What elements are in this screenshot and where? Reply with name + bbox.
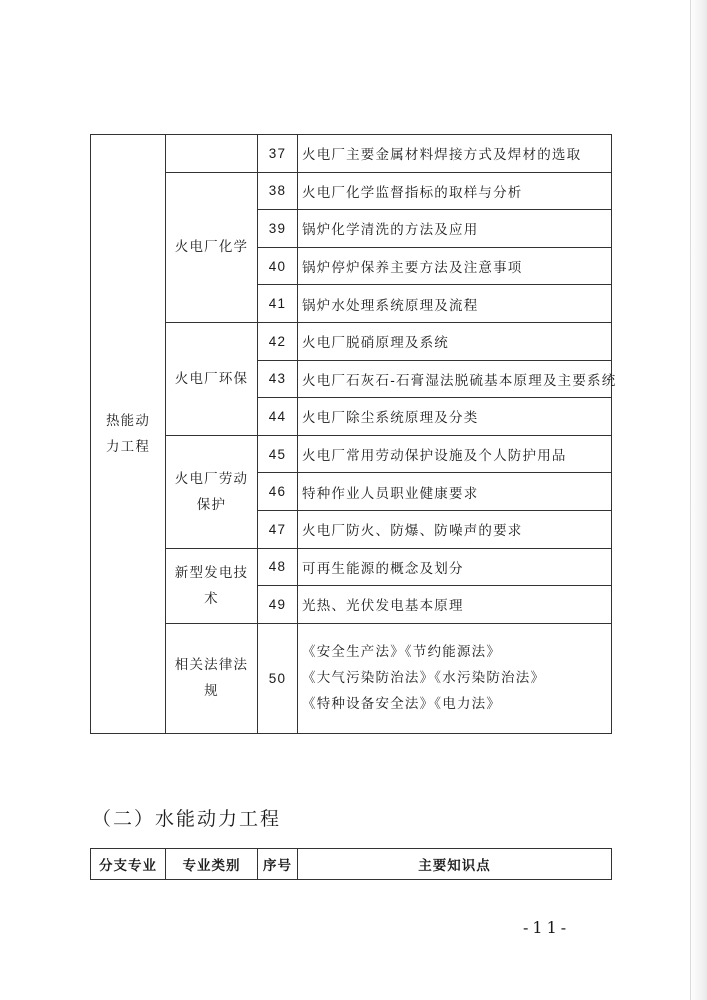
item-number: 40	[258, 247, 298, 285]
item-number: 43	[258, 360, 298, 398]
header-number: 序号	[258, 849, 298, 880]
category-cell-empty	[166, 135, 258, 173]
branch-label: 热能动力工程	[105, 412, 151, 455]
knowledge-point: 锅炉化学清洗的方法及应用	[298, 210, 612, 248]
knowledge-point: 锅炉停炉保养主要方法及注意事项	[298, 247, 612, 285]
item-number: 49	[258, 586, 298, 624]
next-table-header	[90, 848, 612, 880]
knowledge-point: 火电厂除尘系统原理及分类	[298, 398, 612, 436]
category-cell	[166, 172, 258, 322]
table-row	[91, 135, 612, 173]
header-row	[91, 849, 612, 880]
item-number: 47	[258, 510, 298, 548]
page-edge-shadow	[689, 0, 707, 1000]
knowledge-point: 火电厂化学监督指标的取样与分析	[298, 172, 612, 210]
category-label: 火电厂环保	[174, 370, 249, 387]
item-number: 46	[258, 473, 298, 511]
category-cell	[166, 435, 258, 548]
item-number: 38	[258, 172, 298, 210]
law-line: 《特种设备安全法》《电力法》	[302, 696, 502, 713]
page-number: -11-	[523, 918, 571, 937]
category-cell	[166, 623, 258, 733]
item-number: 39	[258, 210, 298, 248]
item-number: 41	[258, 285, 298, 323]
knowledge-point: 火电厂脱硝原理及系统	[298, 322, 612, 360]
item-number: 45	[258, 435, 298, 473]
item-number: 37	[258, 135, 298, 173]
category-label: 火电厂化学	[174, 239, 249, 256]
knowledge-points-table	[90, 134, 617, 734]
category-cell	[166, 322, 258, 435]
header-category: 专业类别	[166, 849, 258, 880]
item-number: 44	[258, 398, 298, 436]
law-line: 《安全生产法》《节约能源法》	[302, 644, 502, 661]
knowledge-point: 火电厂主要金属材料焊接方式及焊材的选取	[298, 135, 612, 173]
knowledge-point: 特种作业人员职业健康要求	[298, 473, 612, 511]
law-line: 《大气污染防治法》《水污染防治法》	[302, 670, 546, 687]
category-cell	[166, 548, 258, 623]
table-row	[91, 172, 612, 210]
branch-cell	[91, 135, 166, 734]
knowledge-point: 火电厂防火、防爆、防噪声的要求	[298, 510, 612, 548]
category-label: 新型发电技术	[174, 564, 249, 607]
knowledge-point: 光热、光伏发电基本原理	[298, 586, 612, 624]
section-title: （二）水能动力工程	[92, 808, 282, 830]
table-row	[91, 548, 612, 586]
item-number: 50	[258, 623, 298, 733]
category-label: 相关法律法规	[174, 657, 249, 700]
category-label: 火电厂劳动保护	[174, 470, 249, 513]
table-row	[91, 623, 612, 733]
knowledge-point-laws	[298, 623, 612, 733]
knowledge-point: 火电厂常用劳动保护设施及个人防护用品	[298, 435, 612, 473]
item-number: 42	[258, 322, 298, 360]
header-branch: 分支专业	[91, 849, 166, 880]
item-number: 48	[258, 548, 298, 586]
knowledge-point: 锅炉水处理系统原理及流程	[298, 285, 612, 323]
knowledge-point: 火电厂石灰石-石膏湿法脱硫基本原理及主要系统	[298, 360, 612, 398]
knowledge-point: 可再生能源的概念及划分	[298, 548, 612, 586]
table-row	[91, 435, 612, 473]
table-row	[91, 322, 612, 360]
page-edge-line	[690, 0, 691, 1000]
header-knowledge-points: 主要知识点	[298, 849, 612, 880]
